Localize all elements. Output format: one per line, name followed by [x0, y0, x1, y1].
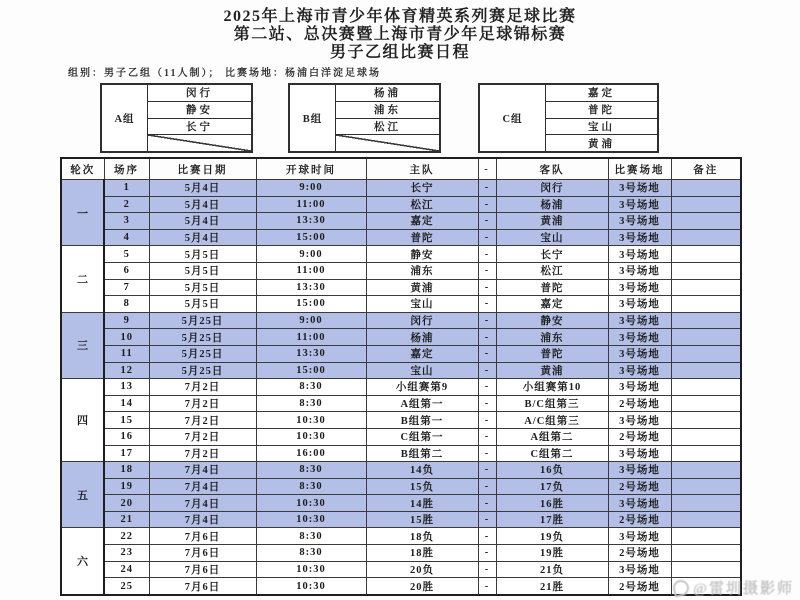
date-cell: 5月5日 [149, 296, 256, 313]
note-cell [671, 528, 741, 545]
away-team-cell: 宝山 [496, 229, 608, 246]
venue-cell: 3号场地 [608, 462, 671, 479]
venue-cell: 3号场地 [608, 196, 671, 213]
column-header: 开球时间 [256, 158, 366, 180]
match-no-cell: 24 [104, 561, 149, 578]
vs-cell: - [478, 462, 496, 479]
time-cell: 8:30 [256, 545, 366, 562]
group-team: 长宁 [148, 119, 251, 136]
match-no-cell: 23 [104, 545, 149, 562]
time-cell: 13:30 [256, 213, 366, 230]
match-no-cell: 21 [104, 511, 149, 528]
note-cell [671, 445, 741, 462]
away-team-cell: 静安 [496, 312, 608, 329]
date-cell: 7月4日 [149, 478, 256, 495]
match-row [61, 495, 741, 512]
time-cell: 9:00 [256, 246, 366, 263]
time-cell: 11:00 [256, 262, 366, 279]
match-row [61, 545, 741, 562]
home-team-cell: 闵行 [366, 312, 478, 329]
time-cell: 8:30 [256, 528, 366, 545]
match-row [61, 379, 741, 396]
vs-cell: - [478, 478, 496, 495]
time-cell: 15:00 [256, 229, 366, 246]
group-empty-diagonal-cell [148, 135, 251, 151]
vs-cell: - [478, 495, 496, 512]
match-no-cell: 2 [104, 196, 149, 213]
match-row [61, 329, 741, 346]
home-team-cell: 18胜 [366, 545, 478, 562]
column-header: 场序 [104, 158, 149, 180]
match-no-cell: 7 [104, 279, 149, 296]
group-empty-diagonal-cell [336, 135, 439, 151]
note-cell [671, 428, 741, 445]
away-team-cell: 长宁 [496, 246, 608, 263]
note-cell [671, 345, 741, 362]
away-team-cell: 松江 [496, 262, 608, 279]
home-team-cell: 松江 [366, 196, 478, 213]
time-cell: 11:00 [256, 196, 366, 213]
away-team-cell: 16胜 [496, 495, 608, 512]
venue-cell: 3号场地 [608, 296, 671, 313]
match-row [61, 478, 741, 495]
match-no-cell: 15 [104, 412, 149, 429]
home-team-cell: 14负 [366, 462, 478, 479]
venue-cell: 3号场地 [608, 528, 671, 545]
round-cell: 四 [61, 379, 104, 462]
note-cell [671, 329, 741, 346]
home-team-cell: B组第一 [366, 412, 478, 429]
match-row [61, 462, 741, 479]
note-cell [671, 246, 741, 263]
match-row [61, 561, 741, 578]
home-team-cell: 20胜 [366, 578, 478, 595]
home-team-cell: 浦东 [366, 262, 478, 279]
vs-cell: - [478, 428, 496, 445]
vs-cell: - [478, 180, 496, 197]
date-cell: 5月4日 [149, 180, 256, 197]
vs-cell: - [478, 412, 496, 429]
venue-cell: 3号场地 [608, 495, 671, 512]
venue-cell: 3号场地 [608, 279, 671, 296]
home-team-cell: 20负 [366, 561, 478, 578]
time-cell: 10:30 [256, 561, 366, 578]
venue-cell: 3号场地 [608, 246, 671, 263]
match-row [61, 445, 741, 462]
date-cell: 7月2日 [149, 379, 256, 396]
date-cell: 5月4日 [149, 229, 256, 246]
date-cell: 5月5日 [149, 262, 256, 279]
date-cell: 5月4日 [149, 196, 256, 213]
match-no-cell: 12 [104, 362, 149, 379]
group-table-A组 [100, 83, 253, 153]
date-cell: 5月25日 [149, 345, 256, 362]
match-no-cell: 1 [104, 180, 149, 197]
time-cell: 10:30 [256, 578, 366, 595]
match-row [61, 279, 741, 296]
group-team: 静安 [148, 102, 251, 119]
watermark [673, 577, 794, 598]
note-cell [671, 362, 741, 379]
time-cell: 9:00 [256, 180, 366, 197]
group-label: C组 [480, 85, 546, 151]
match-no-cell: 4 [104, 229, 149, 246]
vs-cell: - [478, 229, 496, 246]
match-row [61, 428, 741, 445]
away-team-cell: 普陀 [496, 279, 608, 296]
match-no-cell: 25 [104, 578, 149, 595]
group-team: 黄浦 [588, 138, 615, 150]
venue-cell: 2号场地 [608, 395, 671, 412]
home-team-cell: 杨浦 [366, 329, 478, 346]
match-no-cell: 16 [104, 428, 149, 445]
venue-cell: 2号场地 [608, 428, 671, 445]
match-row [61, 362, 741, 379]
note-cell [671, 511, 741, 528]
venue-cell: 3号场地 [608, 262, 671, 279]
group-team: 宝山 [546, 119, 657, 136]
date-cell: 7月2日 [149, 445, 256, 462]
venue-cell: 2号场地 [608, 578, 671, 595]
date-cell: 7月2日 [149, 428, 256, 445]
watermark-logo-icon [671, 578, 691, 598]
group-table-C组 [478, 83, 659, 153]
vs-cell: - [478, 511, 496, 528]
away-team-cell: 17负 [496, 478, 608, 495]
home-team-cell: 15负 [366, 478, 478, 495]
time-cell: 15:00 [256, 296, 366, 313]
time-cell: 11:00 [256, 329, 366, 346]
match-row [61, 312, 741, 329]
venue-cell: 3号场地 [608, 445, 671, 462]
vs-cell: - [478, 379, 496, 396]
vs-cell: - [478, 395, 496, 412]
home-team-cell: 小组赛第9 [366, 379, 478, 396]
home-team-cell: 宝山 [366, 362, 478, 379]
match-no-cell: 3 [104, 213, 149, 230]
vs-cell: - [478, 262, 496, 279]
match-row [61, 578, 741, 595]
venue-cell: 3号场地 [608, 213, 671, 230]
match-row [61, 345, 741, 362]
column-header: 轮次 [61, 158, 104, 180]
group-team: 松江 [336, 119, 439, 136]
match-row [61, 296, 741, 313]
venue-cell: 3号场地 [608, 180, 671, 197]
venue-cell: 3号场地 [608, 379, 671, 396]
away-team-cell: 普陀 [496, 345, 608, 362]
title-line-2: 第二站、总决赛暨上海市青少年足球锦标赛 [233, 26, 567, 43]
vs-cell: - [478, 279, 496, 296]
time-cell: 10:30 [256, 495, 366, 512]
match-row [61, 262, 741, 279]
venue-cell: 3号场地 [608, 329, 671, 346]
group-team: 嘉定 [546, 85, 657, 102]
note-cell [671, 213, 741, 230]
column-header: - [478, 158, 496, 180]
date-cell: 7月2日 [149, 412, 256, 429]
round-cell: 三 [61, 312, 104, 378]
away-team-cell: 浦东 [496, 329, 608, 346]
match-no-cell: 22 [104, 528, 149, 545]
venue-cell: 2号场地 [608, 545, 671, 562]
round-cell: 六 [61, 528, 104, 595]
vs-cell: - [478, 329, 496, 346]
match-row [61, 196, 741, 213]
time-cell: 13:30 [256, 345, 366, 362]
home-team-cell: 15胜 [366, 511, 478, 528]
venue-cell: 3号场地 [608, 362, 671, 379]
match-row [61, 213, 741, 230]
date-cell: 7月6日 [149, 578, 256, 595]
round-cell: 二 [61, 246, 104, 312]
away-team-cell: 17胜 [496, 511, 608, 528]
home-team-cell: 普陀 [366, 229, 478, 246]
home-team-cell: B组第二 [366, 445, 478, 462]
time-cell: 8:30 [256, 478, 366, 495]
away-team-cell: 杨浦 [496, 196, 608, 213]
match-no-cell: 14 [104, 395, 149, 412]
date-cell: 5月25日 [149, 362, 256, 379]
away-team-cell: 19负 [496, 528, 608, 545]
round-cell: 五 [61, 462, 104, 528]
away-team-cell: 黄浦 [496, 213, 608, 230]
date-cell: 7月4日 [149, 495, 256, 512]
date-cell: 7月6日 [149, 545, 256, 562]
venue-cell: 2号场地 [608, 478, 671, 495]
match-no-cell: 18 [104, 462, 149, 479]
column-header: 备注 [671, 158, 741, 180]
title-line-3: 男子乙组比赛日程 [329, 44, 470, 61]
date-cell: 7月4日 [149, 462, 256, 479]
home-team-cell: 14胜 [366, 495, 478, 512]
home-team-cell: 宝山 [366, 296, 478, 313]
vs-cell: - [478, 296, 496, 313]
match-row [61, 395, 741, 412]
schedule-header-row [61, 158, 741, 180]
group-label: A组 [102, 85, 148, 151]
home-team-cell: 静安 [366, 246, 478, 263]
note-cell [671, 296, 741, 313]
note-cell [671, 495, 741, 512]
group-venue-info: 组别：男子乙组（11人制）； 比赛场地：杨浦白洋淀足球场 [68, 68, 381, 79]
group-team: 闵行 [148, 85, 251, 102]
date-cell: 7月6日 [149, 561, 256, 578]
column-header: 比赛场地 [608, 158, 671, 180]
time-cell: 15:00 [256, 362, 366, 379]
time-cell: 10:30 [256, 511, 366, 528]
match-no-cell: 5 [104, 246, 149, 263]
date-cell: 7月2日 [149, 395, 256, 412]
home-team-cell: 嘉定 [366, 213, 478, 230]
note-cell [671, 379, 741, 396]
match-no-cell: 19 [104, 478, 149, 495]
column-header: 比赛日期 [149, 158, 256, 180]
away-team-cell: A/C组第三 [496, 412, 608, 429]
away-team-cell: 21胜 [496, 578, 608, 595]
away-team-cell: A组第二 [496, 428, 608, 445]
home-team-cell: C组第一 [366, 428, 478, 445]
time-cell: 16:00 [256, 445, 366, 462]
home-team-cell: A组第一 [366, 395, 478, 412]
note-cell [671, 312, 741, 329]
venue-cell: 3号场地 [608, 412, 671, 429]
group-team: 杨浦 [336, 85, 439, 102]
venue-cell: 3号场地 [608, 561, 671, 578]
time-cell: 13:30 [256, 279, 366, 296]
note-cell [671, 229, 741, 246]
venue-cell: 2号场地 [608, 511, 671, 528]
note-cell [671, 262, 741, 279]
vs-cell: - [478, 445, 496, 462]
vs-cell: - [478, 362, 496, 379]
column-header: 主队 [366, 158, 478, 180]
match-row [61, 180, 741, 197]
venue-cell: 3号场地 [608, 312, 671, 329]
away-team-cell: 小组赛第10 [496, 379, 608, 396]
round-cell: 一 [61, 180, 104, 246]
home-team-cell: 嘉定 [366, 345, 478, 362]
away-team-cell: C组第二 [496, 445, 608, 462]
date-cell: 5月5日 [149, 279, 256, 296]
time-cell: 9:00 [256, 312, 366, 329]
vs-cell: - [478, 246, 496, 263]
home-team-cell: 黄浦 [366, 279, 478, 296]
time-cell: 8:30 [256, 379, 366, 396]
match-row [61, 246, 741, 263]
vs-cell: - [478, 213, 496, 230]
title-line-1: 2025年上海市青少年体育精英系列赛足球比赛 [223, 8, 577, 25]
match-row [61, 412, 741, 429]
match-no-cell: 13 [104, 379, 149, 396]
vs-cell: - [478, 561, 496, 578]
vs-cell: - [478, 545, 496, 562]
date-cell: 5月25日 [149, 312, 256, 329]
vs-cell: - [478, 345, 496, 362]
group-team: 普陀 [546, 102, 657, 119]
group-label: B组 [290, 85, 336, 151]
time-cell: 8:30 [256, 462, 366, 479]
note-cell [671, 561, 741, 578]
group-table-B组 [288, 83, 441, 153]
date-cell: 5月4日 [149, 213, 256, 230]
note-cell [671, 180, 741, 197]
schedule-section [60, 157, 742, 596]
note-cell [671, 478, 741, 495]
match-no-cell: 10 [104, 329, 149, 346]
match-no-cell: 9 [104, 312, 149, 329]
vs-cell: - [478, 312, 496, 329]
time-cell: 10:30 [256, 428, 366, 445]
note-cell [671, 395, 741, 412]
away-team-cell: 16负 [496, 462, 608, 479]
column-header: 客队 [496, 158, 608, 180]
date-cell: 5月5日 [149, 246, 256, 263]
note-cell [671, 279, 741, 296]
away-team-cell: B/C组第三 [496, 395, 608, 412]
match-row [61, 511, 741, 528]
match-no-cell: 11 [104, 345, 149, 362]
home-team-cell: 18负 [366, 528, 478, 545]
venue-cell: 3号场地 [608, 229, 671, 246]
vs-cell: - [478, 528, 496, 545]
match-no-cell: 17 [104, 445, 149, 462]
group-team: 浦东 [336, 102, 439, 119]
venue-cell: 3号场地 [608, 345, 671, 362]
group-tables [0, 83, 800, 153]
match-row [61, 229, 741, 246]
match-no-cell: 6 [104, 262, 149, 279]
match-row [61, 528, 741, 545]
vs-cell: - [478, 578, 496, 595]
date-cell: 7月6日 [149, 528, 256, 545]
home-team-cell: 长宁 [366, 180, 478, 197]
vs-cell: - [478, 196, 496, 213]
document-header [0, 8, 800, 62]
note-cell [671, 462, 741, 479]
away-team-cell: 19胜 [496, 545, 608, 562]
time-cell: 8:30 [256, 395, 366, 412]
match-no-cell: 8 [104, 296, 149, 313]
schedule-table [60, 157, 742, 596]
away-team-cell: 21负 [496, 561, 608, 578]
away-team-cell: 闵行 [496, 180, 608, 197]
note-cell [671, 545, 741, 562]
note-cell [671, 196, 741, 213]
date-cell: 7月4日 [149, 511, 256, 528]
watermark-text: @雷圳摄影师 [693, 581, 794, 597]
match-no-cell: 20 [104, 495, 149, 512]
date-cell: 5月25日 [149, 329, 256, 346]
note-cell [671, 412, 741, 429]
away-team-cell: 黄浦 [496, 362, 608, 379]
away-team-cell: 嘉定 [496, 296, 608, 313]
time-cell: 10:30 [256, 412, 366, 429]
